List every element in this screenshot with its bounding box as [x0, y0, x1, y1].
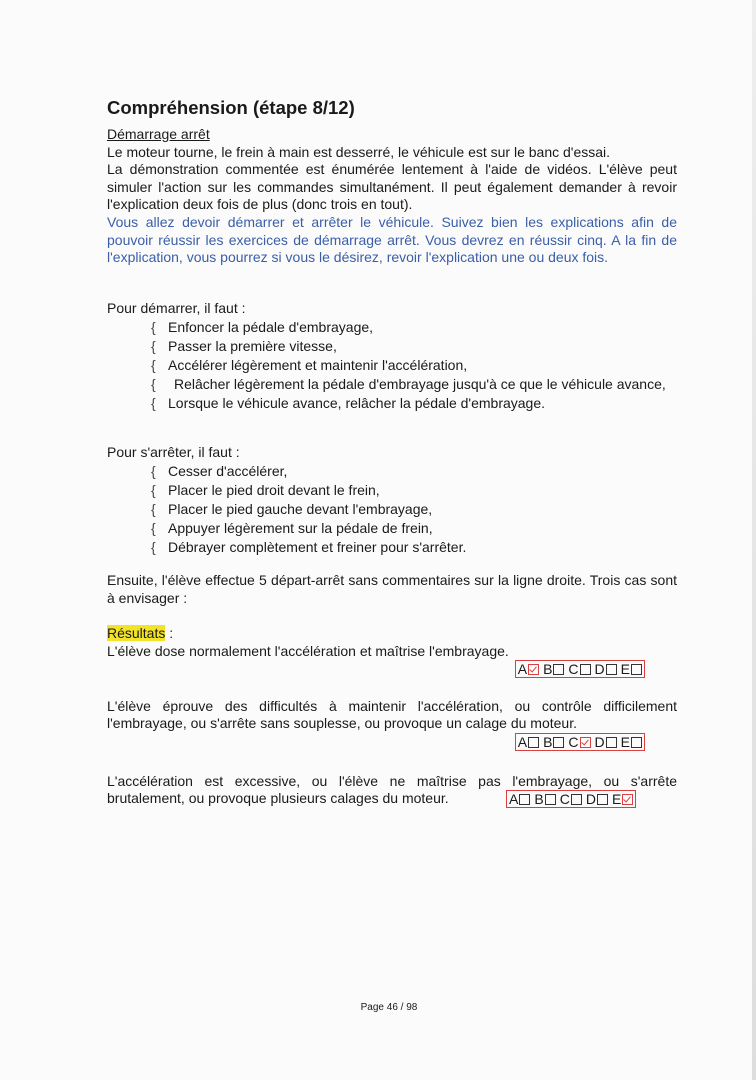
result-text: L'élève dose normalement l'accélération et maîtrise l'embrayage.	[107, 642, 509, 659]
result-text: L'accélération est excessive, ou l'élève ne maîtrise pas l'embrayage, ou s'arrête brutalement, ou provoque plusieurs calages du moteur.	[107, 772, 677, 807]
grade-option-e[interactable]	[621, 734, 642, 750]
list-item-text: Débrayer complètement et freiner pour s'arrêter.	[168, 538, 467, 555]
stop-heading: Pour s'arrêter, il faut :	[107, 444, 240, 460]
list-item	[151, 500, 677, 519]
checkbox-icon[interactable]	[597, 794, 608, 805]
stop-section	[107, 444, 677, 557]
grade-letter: D	[585, 790, 596, 807]
list-item-text: Placer le pied droit devant le frein,	[168, 481, 380, 498]
checkbox-icon[interactable]	[606, 664, 617, 675]
start-section	[107, 300, 677, 413]
list-item	[151, 318, 677, 337]
grade-letter: C	[559, 790, 570, 807]
list-item	[151, 538, 677, 557]
grade-option-d[interactable]	[586, 791, 608, 807]
grade-option-e[interactable]	[621, 661, 642, 677]
checkbox-icon[interactable]	[580, 664, 591, 675]
grade-checkboxes	[515, 660, 645, 678]
grade-option-c[interactable]	[568, 734, 590, 750]
bullet-icon: {	[151, 500, 156, 517]
grade-letter: E	[611, 790, 622, 807]
checkbox-icon[interactable]	[631, 737, 642, 748]
grade-letter: C	[568, 661, 579, 678]
bullet-icon: {	[151, 375, 156, 392]
list-item	[151, 462, 677, 481]
grade-letter: A	[517, 733, 528, 750]
grade-checkboxes	[515, 733, 645, 751]
start-list	[107, 318, 677, 413]
results-colon: :	[165, 625, 174, 641]
result-case-2	[107, 698, 677, 752]
grade-letter: E	[620, 733, 630, 750]
grade-letter: D	[594, 733, 605, 750]
list-item	[151, 394, 677, 413]
list-item-text: Passer la première vitesse,	[168, 337, 337, 354]
grade-letter: B	[534, 790, 544, 807]
section-subtitle: Démarrage arrêt	[107, 126, 210, 142]
grade-letter: B	[543, 733, 553, 750]
results-section	[107, 625, 677, 808]
grade-option-a[interactable]	[518, 734, 539, 750]
list-item-text: Accélérer légèrement et maintenir l'accélération,	[168, 356, 468, 373]
then-paragraph: Ensuite, l'élève effectue 5 départ-arrêt sans commentaires sur la ligne droite. Trois cas sont à envisager :	[107, 572, 677, 606]
grade-option-b[interactable]	[534, 791, 555, 807]
checked-checkbox-icon[interactable]	[528, 664, 539, 675]
list-item-text: Lorsque le véhicule avance, relâcher la pédale d'embrayage.	[168, 394, 546, 411]
bullet-icon: {	[151, 462, 156, 479]
bullet-icon: {	[151, 519, 156, 536]
list-item	[151, 356, 677, 375]
checked-checkbox-icon[interactable]	[622, 794, 633, 805]
list-item	[151, 519, 677, 538]
bullet-icon: {	[151, 394, 156, 411]
intro-paragraph-1: Le moteur tourne, le frein à main est desserré, le véhicule est sur le banc d'essai.	[107, 143, 611, 160]
bullet-icon: {	[151, 538, 156, 555]
grade-option-c[interactable]	[568, 661, 590, 677]
checkbox-icon[interactable]	[571, 794, 582, 805]
grade-letter: B	[543, 661, 553, 678]
result-text: L'élève éprouve des difficultés à maintenir l'accélération, ou contrôle difficilement l'embrayage, ou s'arrête sans souplesse, ou provoque un calage du moteur.	[107, 697, 677, 732]
checkbox-icon[interactable]	[545, 794, 556, 805]
grade-option-c[interactable]	[560, 791, 582, 807]
intro-paragraph-blue: Vous allez devoir démarrer et arrêter le véhicule. Suivez bien les explications afin de pouvoir réussir les exercices de démarrage arrêt. Vous devrez en réussir cinq. A la fin de l'explication, vous pourrez si vous le désirez, revoir l'explication une ou deux fois.	[107, 213, 677, 266]
stop-list	[107, 462, 677, 557]
list-item	[151, 337, 677, 356]
list-item	[107, 375, 677, 394]
grade-option-b[interactable]	[543, 734, 564, 750]
grade-letter: E	[620, 661, 630, 678]
bullet-icon: {	[151, 337, 156, 354]
list-item	[151, 481, 677, 500]
results-heading	[107, 625, 677, 643]
bullet-icon: {	[151, 318, 156, 335]
checkbox-icon[interactable]	[553, 737, 564, 748]
result-case-3	[107, 773, 677, 808]
grade-option-d[interactable]	[595, 661, 617, 677]
list-item-text: Placer le pied gauche devant l'embrayage,	[168, 500, 433, 517]
grade-checkboxes	[506, 790, 636, 808]
page-title: Compréhension (étape 8/12)	[107, 97, 355, 118]
grade-option-a[interactable]	[518, 661, 539, 677]
checkbox-icon[interactable]	[519, 794, 530, 805]
grade-letter: D	[594, 661, 605, 678]
list-item-text: Cesser d'accélérer,	[168, 462, 288, 479]
intro-section	[107, 126, 677, 267]
grade-letter: A	[517, 661, 528, 678]
checkbox-icon[interactable]	[606, 737, 617, 748]
checkbox-icon[interactable]	[631, 664, 642, 675]
list-item-text: Appuyer légèrement sur la pédale de frein,	[168, 519, 433, 536]
result-case-1	[107, 643, 677, 679]
grade-option-e[interactable]	[612, 791, 633, 807]
start-heading: Pour démarrer, il faut :	[107, 300, 246, 316]
checked-checkbox-icon[interactable]	[580, 737, 591, 748]
page-number: Page 46 / 98	[360, 1002, 418, 1013]
results-label: Résultats	[107, 625, 166, 641]
bullet-icon: {	[151, 481, 156, 498]
checkbox-icon[interactable]	[528, 737, 539, 748]
grade-letter: C	[568, 733, 579, 750]
grade-option-a[interactable]	[509, 791, 530, 807]
grade-option-d[interactable]	[595, 734, 617, 750]
page-edge	[752, 0, 756, 1080]
intro-paragraph-2: La démonstration commentée est énumérée lentement à l'aide de vidéos. L'élève peut simuler l'action sur les commandes simultanément. Il peut également demander à revoir l'explication deux fois de plus (donc trois en tout).	[107, 161, 677, 213]
checkbox-icon[interactable]	[553, 664, 564, 675]
grade-letter: A	[509, 790, 519, 807]
grade-option-b[interactable]	[543, 661, 564, 677]
list-item-text: Relâcher légèrement la pédale d'embrayage jusqu'à ce que le véhicule avance,	[174, 375, 666, 392]
list-item-text: Enfoncer la pédale d'embrayage,	[168, 318, 374, 335]
bullet-icon: {	[151, 356, 156, 373]
